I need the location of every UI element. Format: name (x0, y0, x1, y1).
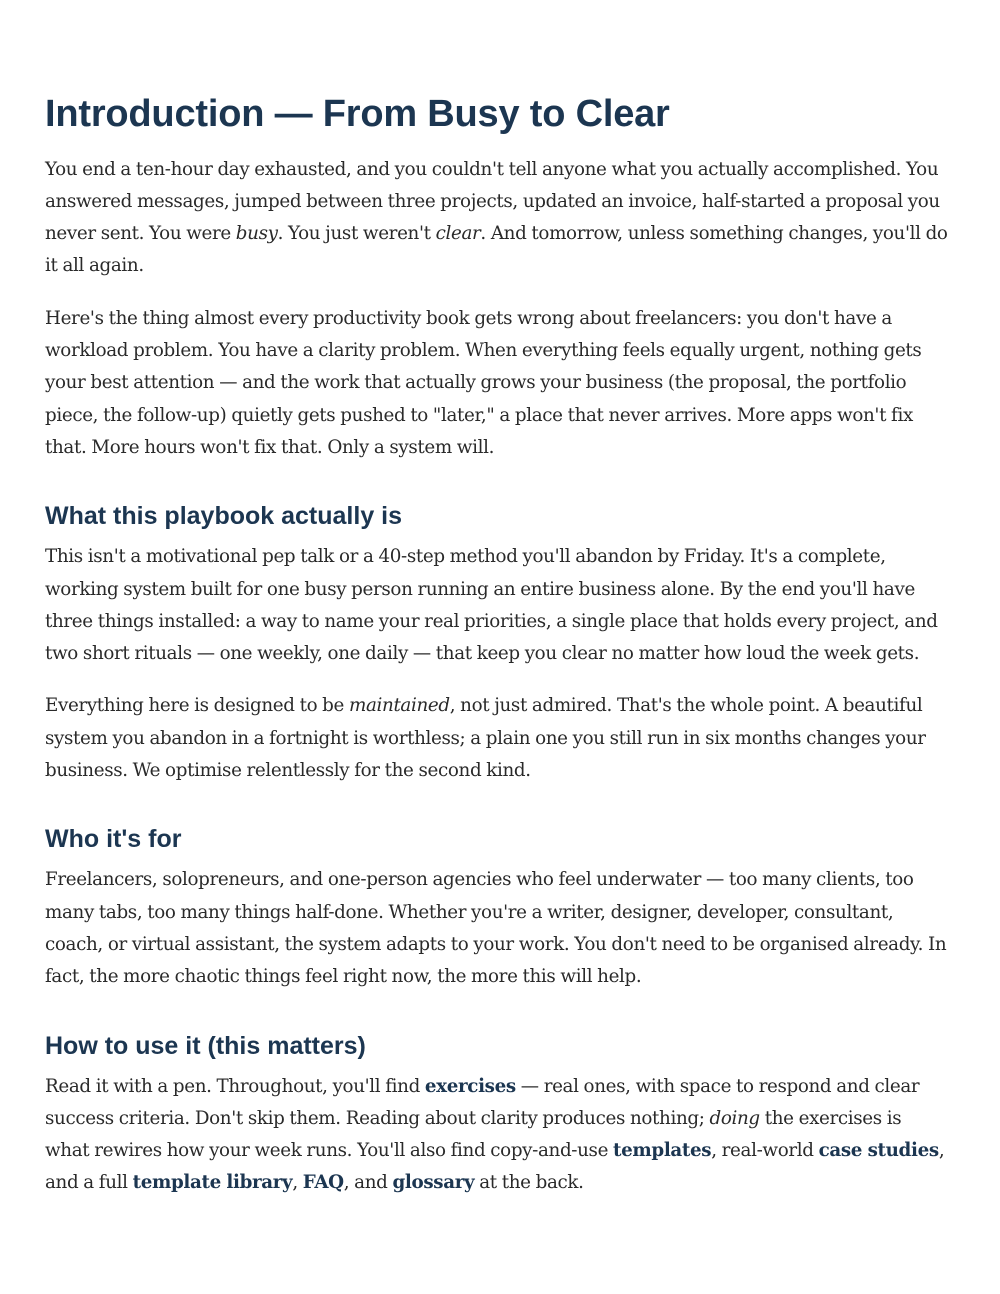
what-paragraph-1: This isn't a motivational pep talk or a 40-step method you'll abandon by Friday. It's a complete, working system built for one busy person running an entire business alone. By the end you'll have three things installed: a way to name your real priorities, a single place that holds every project, and two short rituals — one weekly, one daily — that keep you clear no matter how loud the week gets. (45, 546, 938, 665)
bold-glossary: glossary (392, 1172, 475, 1194)
page-title: Introduction — From Busy to Clear (45, 93, 670, 135)
text-span: . And tomorrow, unless something changes, you'll do it all again. (45, 223, 948, 277)
text-span: Everything here is designed to be (45, 695, 349, 717)
emphasis-maintained: maintained (348, 695, 450, 717)
document-page (45, 92, 950, 1220)
bold-exercises: exercises (424, 1075, 516, 1097)
text-span: , and a full (45, 1140, 945, 1194)
emphasis-clear: clear (435, 223, 481, 245)
text-span: Read it with a pen. Throughout, you'll find (45, 1075, 425, 1097)
section-heading-who: Who it's for (45, 825, 182, 854)
intro-paragraph-2: Here's the thing almost every productivity book gets wrong about freelancers: you don't have a workload problem. You have a clarity problem. When everything feels equally urgent, nothing gets your best attention — and the work that actually grows your business (the proposal, the portfolio piece, the follow-up) quietly gets pushed to "later," a place that never arrives. More apps won't fix that. More hours won't fix that. Only a system will. (45, 307, 922, 458)
bold-faq: FAQ (302, 1172, 344, 1194)
emphasis-doing: doing (709, 1107, 760, 1129)
text-span: . You just weren't (277, 223, 436, 245)
text-span: You end a ten-hour day exhausted, and you couldn't tell anyone what you actually accomplished. You answered messages, jumped between three projects, updated an invoice, half-started a proposal you never sent. You were (45, 158, 940, 245)
text-span: , real-world (711, 1140, 819, 1162)
text-span: , not just admired. That's the whole point. A beautiful system you abandon in a fortnight is worthless; a plain one you still run in six months changes your business. We optimise relentlessly for the second kind. (45, 695, 926, 782)
text-span: , and (343, 1172, 393, 1194)
text-span: at the back. (474, 1172, 584, 1194)
text-span: — real ones, with space to respond and clear success criteria. Don't skip them. Reading about clarity produces nothing; (45, 1075, 920, 1129)
bold-case-studies: case studies (818, 1140, 939, 1162)
how-paragraph-1 (45, 1071, 950, 1200)
emphasis-busy: busy (235, 223, 278, 245)
what-paragraph-2 (45, 690, 950, 787)
who-paragraph-1: Freelancers, solopreneurs, and one-person agencies who feel underwater — too many clients, too many tabs, too many things half-done. Whether you're a writer, designer, developer, consultant, coach, or virtual assistant, the system adapts to your work. You don't need to be organised already. In fact, the more chaotic things feel right now, the more this will help. (45, 869, 947, 988)
bold-templates: templates (613, 1140, 712, 1162)
text-span: the exercises is what rewires how your week runs. You'll also find copy-and-use (45, 1107, 902, 1162)
bold-template-library: template library (132, 1172, 293, 1194)
intro-paragraph-1 (45, 154, 950, 283)
section-heading-how: How to use it (this matters) (45, 1031, 366, 1060)
section-heading-what: What this playbook actually is (45, 502, 403, 531)
text-span: , (292, 1172, 303, 1194)
